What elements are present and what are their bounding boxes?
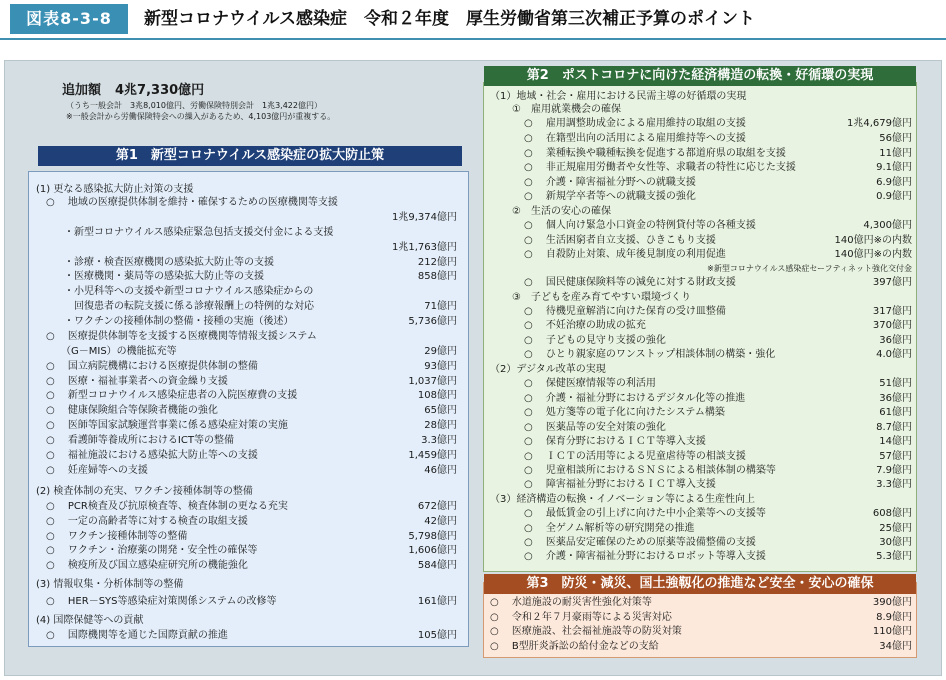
section2-item: ○ 介護・障害福祉分野におけるロボット等導入支援 (524, 551, 766, 562)
section2-item: ○ 自殺防止対策、成年後見制度の利用促進 (524, 249, 726, 260)
section1-item-amount: 5,736億円 (408, 316, 457, 327)
section2-item: ○ ＩＣＴの活用等による児童虐待等の相談支援 (524, 451, 746, 462)
section2-item: ○ 国民健康保険料等の減免に対する財政支援 (524, 277, 736, 288)
section3-item: ○ B型肝炎訴訟の給付金などの支給 (490, 641, 659, 652)
section1-item: ○ 新型コロナウイルス感染症患者の入院医療費の支援 (46, 390, 298, 401)
section1-item-amount: 1兆9,374億円 (392, 212, 457, 223)
section1-item: ○ 健康保険組合等保険者機能の強化 (46, 405, 218, 416)
section1-item-amount: 858億円 (417, 271, 457, 282)
section1-item: ○ HER－SYS等感染症対策関係システムの改修等 (46, 596, 277, 607)
section3-item-amount: 110億円 (872, 626, 912, 637)
section2-item: ① 雇用就業機会の確保 (512, 104, 621, 115)
section2-item: ○ 雇用調整助成金による雇用維持の取組の支援 (524, 118, 746, 129)
section1-item-amount: 105億円 (417, 630, 457, 641)
section3-heading: 第3 防災・減災、国土強靱化の推進など安全・安心の確保 (484, 574, 916, 594)
section3-item: ○ 水道施設の耐災害性強化対策等 (490, 597, 652, 608)
section1-item: 回復患者の転院支援に係る診療報酬上の特例的な対応 (64, 301, 314, 312)
section2-item: ○ 業種転換や職種転換を促進する都道府県の取組を支援 (524, 148, 786, 159)
section1-item-amount: 584億円 (417, 560, 457, 571)
section1-item: ○ 医療提供体制等を支援する医療機関等情報支援システム (46, 331, 317, 342)
section1-item-amount: 1,606億円 (408, 545, 457, 556)
section2-item: ○ 待機児童解消に向けた保育の受け皿整備 (524, 306, 726, 317)
total-value: 4兆7,330億円 (115, 83, 205, 98)
section1-item: ○ 福祉施設における感染拡大防止等への支援 (46, 450, 258, 461)
section1-item: ・ワクチンの接種体制の整備・接種の実施（後述） (64, 316, 294, 327)
section2-item: ③ 子どもを産み育てやすい環境づくり (512, 292, 691, 303)
section1-item: ○ 検疫所及び国立感染症研究所の機能強化 (46, 560, 248, 571)
section3-item-amount: 34億円 (879, 641, 912, 652)
total-breakdown: （うち一般会計 3兆8,010億円、労働保険特別会計 1兆3,422億円） (66, 101, 322, 110)
section1-item-amount: 71億円 (424, 301, 457, 312)
section1-item-amount: 29億円 (424, 346, 457, 357)
section3-item-amount: 8.9億円 (876, 612, 912, 623)
figure-label: 図表8-3-8 (10, 4, 128, 34)
section2-item: ○ 非正規雇用労働者や女性等、求職者の特性に応じた支援 (524, 162, 796, 173)
section1-item: (1) 更なる感染拡大防止対策の支援 (36, 184, 194, 195)
section2-item-amount: 317億円 (872, 306, 912, 317)
section1-item-amount: 108億円 (417, 390, 457, 401)
section2-item-amount: 36億円 (879, 393, 912, 404)
section1-item-amount: 672億円 (417, 501, 457, 512)
total-note: ※一般会計から労働保険特会への繰入があるため、4,103億円が重複する。 (66, 112, 336, 121)
section2-item-amount: 6.9億円 (876, 177, 912, 188)
section2-item: ○ 新規学卒者等への就職支援の強化 (524, 191, 696, 202)
section1-item-amount: 46億円 (424, 465, 457, 476)
section1-item: ・医療機関・薬局等の感染拡大防止等の支援 (64, 271, 264, 282)
section1-item-amount: 5,798億円 (408, 531, 457, 542)
section2-item-amount: 397億円 (872, 277, 912, 288)
section2-item: ○ 医薬品等の安全対策の強化 (524, 422, 666, 433)
section2-item-amount: 9.1億円 (876, 162, 912, 173)
section2-item-amount: 11億円 (879, 148, 912, 159)
section2-item-amount: 14億円 (879, 436, 912, 447)
section2-item: （2）デジタル改革の実現 (490, 364, 606, 375)
section1-item-amount: 65億円 (424, 405, 457, 416)
section2-item: ○ 在籍型出向の活用による雇用維持等への支援 (524, 133, 746, 144)
section2-item: （3）経済構造の転換・イノベーション等による生産性向上 (490, 494, 755, 505)
section3-item: ○ 医療施設、社会福祉施設等の防災対策 (490, 626, 682, 637)
section2-item-amount: 57億円 (879, 451, 912, 462)
section2-item-amount: 140億円※の内数 (834, 235, 912, 246)
section3-item: ○ 令和２年７月豪雨等による災害対応 (490, 612, 672, 623)
section1-item: ○ ワクチン接種体制等の整備 (46, 531, 188, 542)
section2-item: ○ 処方箋等の電子化に向けたシステム構築 (524, 407, 725, 418)
section1-item: （G－MIS）の機能拡充等 (46, 346, 177, 357)
section2-item: ② 生活の安心の確保 (512, 206, 611, 217)
section2-item: ○ 全ゲノム解析等の研究開発の推進 (524, 523, 695, 534)
section2-item-amount: 7.9億円 (876, 465, 912, 476)
section2-heading: 第2 ポストコロナに向けた経済構造の転換・好循環の実現 (484, 66, 916, 86)
section2-item: ○ 個人向け緊急小口資金の特例貸付等の各種支援 (524, 220, 756, 231)
header-bar (0, 0, 946, 40)
section2-item: ○ 最低賃金の引上げに向けた中小企業等への支援等 (524, 508, 766, 519)
section1-item: (4) 国際保健等への貢献 (36, 615, 144, 626)
section2-item-amount: 56億円 (879, 133, 912, 144)
section1-item-amount: 1,037億円 (408, 376, 457, 387)
section2-item-amount: 61億円 (879, 407, 912, 418)
section2-item-amount: 1兆4,679億円 (847, 118, 912, 129)
section1-item: ・小児科等への支援や新型コロナウイルス感染症からの (64, 286, 314, 297)
section2-item: ○ 保育分野におけるＩＣＴ等導入支援 (524, 436, 706, 447)
section2-item-amount: 4.0億円 (876, 349, 912, 360)
section1-item-amount: 212億円 (417, 257, 457, 268)
section1-item-amount: 42億円 (424, 516, 457, 527)
page-title: 新型コロナウイルス感染症 令和２年度 厚生労働省第三次補正予算のポイント (144, 9, 755, 29)
section2-item-amount: 3.3億円 (876, 479, 912, 490)
section2-item-amount: 8.7億円 (876, 422, 912, 433)
section2-item-amount: 0.9億円 (876, 191, 912, 202)
section2-item-amount: 51億円 (879, 378, 912, 389)
section2-item: ○ 生活困窮者自立支援、ひきこもり支援 (524, 235, 716, 246)
section1-item: ○ 医師等国家試験運営事業に係る感染症対策の実施 (46, 420, 288, 431)
section2-item: ○ 医薬品安定確保のための原薬等設備整備の支援 (524, 537, 756, 548)
section2-item-amount: 140億円※の内数 (834, 249, 912, 260)
section2-item: ○ 保健医療情報等の利活用 (524, 378, 656, 389)
section1-item: ○ 国際機関等を通じた国際貢献の推進 (46, 630, 228, 641)
section2-item-amount: 25億円 (879, 523, 912, 534)
section1-item: ○ PCR検査及び抗原検査等、検査体制の更なる充実 (46, 501, 288, 512)
section2-item: ○ 子どもの見守り支援の強化 (524, 335, 666, 346)
section2-item-amount: 608億円 (872, 508, 912, 519)
section1-item: ○ ワクチン・治療薬の開発・安全性の確保等 (46, 545, 258, 556)
section1-item: (3) 情報収集・分析体制等の整備 (36, 579, 184, 590)
section2-item: ○ 児童相談所におけるＳＮＳによる相談体制の構築等 (524, 465, 776, 476)
section1-item: ○ 妊産婦等への支援 (46, 465, 148, 476)
total-amount (62, 82, 462, 100)
section2-item: （1）地域・社会・雇用における民需主導の好循環の実現 (490, 91, 747, 102)
section1-item-amount: 3.3億円 (421, 435, 457, 446)
section1-item-amount: 1,459億円 (408, 450, 457, 461)
section2-item-amount: 4,300億円 (863, 220, 912, 231)
section3-item-amount: 390億円 (872, 597, 912, 608)
section2-item: ○ ひとり親家庭のワンストップ相談体制の構築・強化 (524, 349, 776, 360)
section1-item: ・新型コロナウイルス感染症緊急包括支援交付金による支援 (64, 227, 334, 238)
section2-item: ○ 介護・障害福祉分野への就職支援 (524, 177, 696, 188)
section2-item: ○ 障害福祉分野におけるＩＣＴ導入支援 (524, 479, 716, 490)
section1-item-amount: 161億円 (417, 596, 457, 607)
section2-item-amount: 5.3億円 (876, 551, 912, 562)
section1-item: ・診療・検査医療機関の感染拡大防止等の支援 (64, 257, 274, 268)
section2-item-amount: 30億円 (879, 537, 912, 548)
section1-item: ○ 国立病院機構における医療提供体制の整備 (46, 361, 258, 372)
section2-item: ○ 不妊治療の助成の拡充 (524, 320, 646, 331)
total-label: 追加額 (62, 83, 102, 98)
section1-item: ○ 医療・福祉事業者への資金繰り支援 (46, 376, 228, 387)
section2-item: ○ 介護・福祉分野におけるデジタル化等の推進 (524, 393, 746, 404)
section2-item-amount: 370億円 (872, 320, 912, 331)
section2-footnote: ※新型コロナウイルス感染症セーフティネット強化交付金 (707, 264, 912, 273)
section1-item-amount: 93億円 (424, 361, 457, 372)
section1-item: ○ 一定の高齢者等に対する検査の取組支援 (46, 516, 248, 527)
section1-heading: 第1 新型コロナウイルス感染症の拡大防止策 (38, 146, 462, 166)
section1-item: (2) 検査体制の充実、ワクチン接種体制等の整備 (36, 486, 253, 497)
section1-item-amount: 28億円 (424, 420, 457, 431)
section1-item: ○ 看護師等養成所におけるICT等の整備 (46, 435, 234, 446)
section1-item-amount: 1兆1,763億円 (392, 242, 457, 253)
section2-item-amount: 36億円 (879, 335, 912, 346)
section1-item: ○ 地域の医療提供体制を維持・確保するための医療機関等支援 (46, 197, 338, 208)
total-amount-block (62, 82, 462, 122)
